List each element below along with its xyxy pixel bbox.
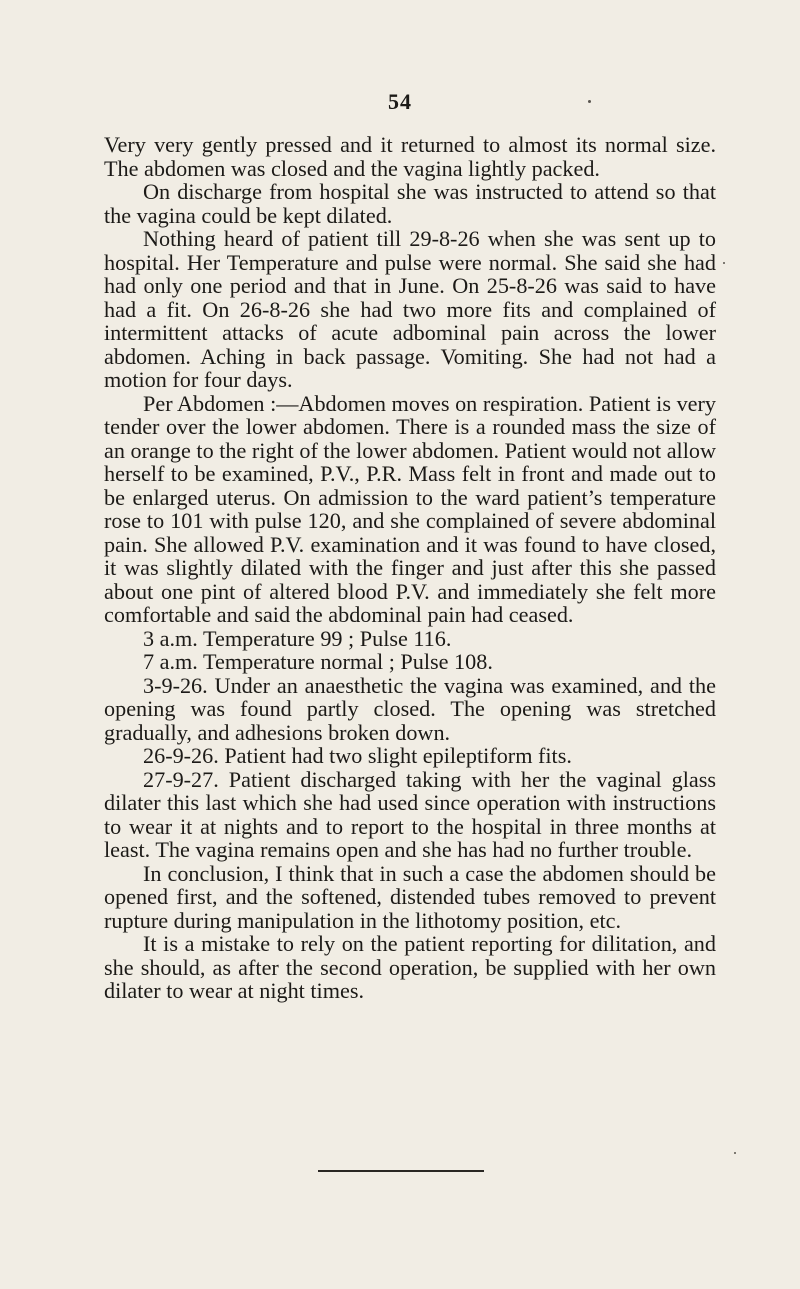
paragraph-9: 27-9-27. Patient discharged taking with her the vaginal glass dilater this last which she had used since operation with instructions to wear it at nights and to report to the hospital in three months at least. The vagina remains open and she has had no further trouble. (104, 766, 716, 862)
paragraph-2: On discharge from hospital she was instructed to attend so that the vagina could be kept dilated. (104, 179, 716, 228)
paragraph-6: 7 a.m. Temperature normal ; Pulse 108. (143, 649, 493, 674)
paragraph-1: Very very gently pressed and it returned to almost its normal size. The abdomen was closed and the vagina lightly packed. (104, 132, 716, 181)
paragraph-11: It is a mistake to rely on the patient reporting for dilitation, and she should, as after the second operation, be supplied with her own dilater to wear at night times. (104, 931, 716, 1003)
page-number: 54 (388, 89, 412, 114)
paragraph-7: 3-9-26. Under an anaesthetic the vagina was examined, and the opening was found partly closed. The opening was stretched gradually, and adhesions broken down. (104, 672, 716, 745)
paper-speck (734, 1152, 736, 1154)
end-rule (318, 1170, 484, 1172)
paper-speck (588, 100, 591, 103)
paper-speck (723, 262, 725, 264)
paragraph-8: 26-9-26. Patient had two slight epileptiform fits. (143, 743, 572, 768)
paragraph-4: Per Abdomen :—Abdomen moves on respiration. Patient is very tender over the lower abdomen. There is a rounded mass the size of an orange to the right of the lower abdomen. Patient would not allow herself to be examined, P.V., P.R. Mass felt in front and made out to be enlarged uterus. On admission to the ward patient’s temperature rose to 101 with pulse 120, and she complained of severe abdominal pain. She allowed P.V. examination and it was found to have closed, it was slightly dilated with the finger and just after this she passed about one pint of altered blood P.V. and immediately she felt more comfortable and said the abdominal pain had ceased. (104, 390, 716, 627)
paragraph-10: In conclusion, I think that in such a case the abdomen should be opened first, and the softened, distended tubes removed to prevent rupture during manipulation in the lithotomy position, etc. (104, 860, 716, 933)
paragraph-3: Nothing heard of patient till 29-8-26 when she was sent up to hospital. Her Temperature and pulse were normal. She said she had had only one period and that in June. On 25-8-26 was said to have had a fit. On 26-8-26 she had two more fits and complained of intermittent attacks of acute adbominal pain across the lower abdomen. Aching in back passage. Vomiting. She had not had a motion for four days. (104, 226, 716, 392)
paragraph-5: 3 a.m. Temperature 99 ; Pulse 116. (143, 625, 452, 651)
body-text (104, 133, 716, 1003)
